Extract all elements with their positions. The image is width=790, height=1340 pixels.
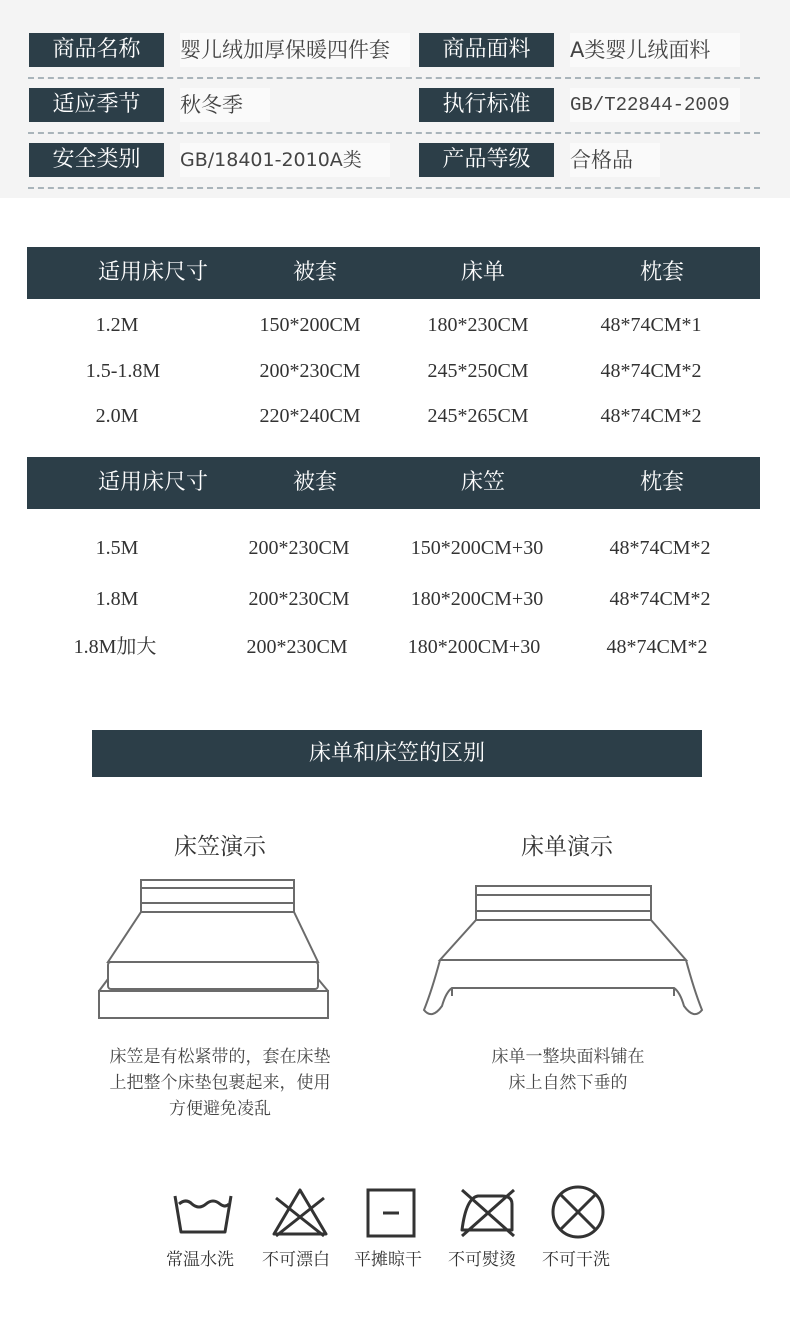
info-label-season: 适应季节 [29, 88, 164, 122]
care-label: 不可熨烫 [448, 1250, 516, 1270]
table-header-cell: 适用床尺寸 [97, 470, 208, 495]
table-cell: 48*74CM*2 [609, 588, 711, 610]
care-label: 平摊晾干 [354, 1250, 422, 1270]
divider [28, 187, 760, 189]
table-header-cell: 床单 [460, 260, 505, 285]
info-value-fabric: A类婴儿绒面料 [570, 33, 740, 67]
no-iron-icon [458, 1186, 516, 1238]
table-header-cell: 枕套 [639, 470, 684, 495]
description-line: 床笠是有松紧带的，套在床垫 [109, 1047, 331, 1067]
size-table-1-header [27, 247, 760, 299]
info-label-safety: 安全类别 [29, 143, 164, 177]
fitted-sheet-description [75, 1044, 365, 1122]
table-cell: 180*230CM [427, 314, 529, 336]
table-cell: 48*74CM*2 [600, 360, 702, 382]
table-cell: 48*74CM*2 [600, 405, 702, 427]
table-cell: 200*230CM [259, 360, 361, 382]
table-cell: 1.2M [95, 314, 139, 336]
table-cell: 200*230CM [248, 588, 350, 610]
table-cell: 200*230CM [248, 537, 350, 559]
info-value-standard: GB/T22844-2009 [570, 88, 740, 122]
table-header-cell: 枕套 [639, 260, 684, 285]
info-value-grade: 合格品 [570, 143, 660, 177]
difference-banner: 床单和床笠的区别 [92, 730, 702, 777]
table-cell: 48*74CM*2 [609, 537, 711, 559]
table-cell: 48*74CM*1 [600, 314, 702, 336]
table-cell: 245*250CM [427, 360, 529, 382]
table-cell: 2.0M [95, 405, 139, 427]
fitted-sheet-bed-icon [95, 875, 335, 1025]
table-cell: 180*200CM+30 [410, 588, 544, 610]
flat-sheet-bed-icon [418, 880, 708, 1030]
table-header-cell: 适用床尺寸 [97, 260, 208, 285]
table-cell: 1.8M [95, 588, 139, 610]
flat-sheet-title: 床单演示 [521, 834, 613, 860]
description-line: 床上自然下垂的 [508, 1073, 628, 1093]
table-cell: 1.8M加大 [73, 636, 157, 658]
description-line: 上把整个床垫包裹起来，使用 [109, 1073, 331, 1093]
table-cell: 150*200CM+30 [410, 537, 544, 559]
table-cell: 1.5M [95, 537, 139, 559]
description-line: 方便避免凌乱 [169, 1099, 271, 1119]
care-label: 不可干洗 [542, 1250, 610, 1270]
table-cell: 220*240CM [259, 405, 361, 427]
no-dry-clean-icon [550, 1184, 606, 1240]
no-bleach-icon [270, 1186, 330, 1238]
table-cell: 150*200CM [259, 314, 361, 336]
info-value-safety: GB/18401-2010A类 [180, 143, 390, 177]
description-line: 床单一整块面料铺在 [491, 1047, 645, 1067]
info-label-fabric: 商品面料 [419, 33, 554, 67]
divider [28, 132, 760, 134]
table-cell: 245*265CM [427, 405, 529, 427]
info-value-season: 秋冬季 [180, 88, 270, 122]
table-cell: 180*200CM+30 [407, 636, 541, 658]
size-table-2-header [27, 457, 760, 509]
table-header-cell: 被套 [292, 470, 337, 495]
fitted-sheet-title: 床笠演示 [174, 834, 266, 860]
table-cell: 1.5-1.8M [85, 360, 161, 382]
info-label-grade: 产品等级 [419, 143, 554, 177]
care-label: 不可漂白 [262, 1250, 330, 1270]
table-cell: 48*74CM*2 [606, 636, 708, 658]
care-label: 常温水洗 [166, 1250, 234, 1270]
info-label-name: 商品名称 [29, 33, 164, 67]
info-value-name: 婴儿绒加厚保暖四件套 [180, 33, 410, 67]
table-cell: 200*230CM [246, 636, 348, 658]
info-label-standard: 执行标准 [419, 88, 554, 122]
table-header-cell: 被套 [292, 260, 337, 285]
flat-dry-icon [366, 1188, 416, 1238]
table-header-cell: 床笠 [460, 470, 505, 495]
flat-sheet-description [458, 1044, 678, 1096]
wash-basin-icon [172, 1188, 234, 1238]
divider [28, 77, 760, 79]
